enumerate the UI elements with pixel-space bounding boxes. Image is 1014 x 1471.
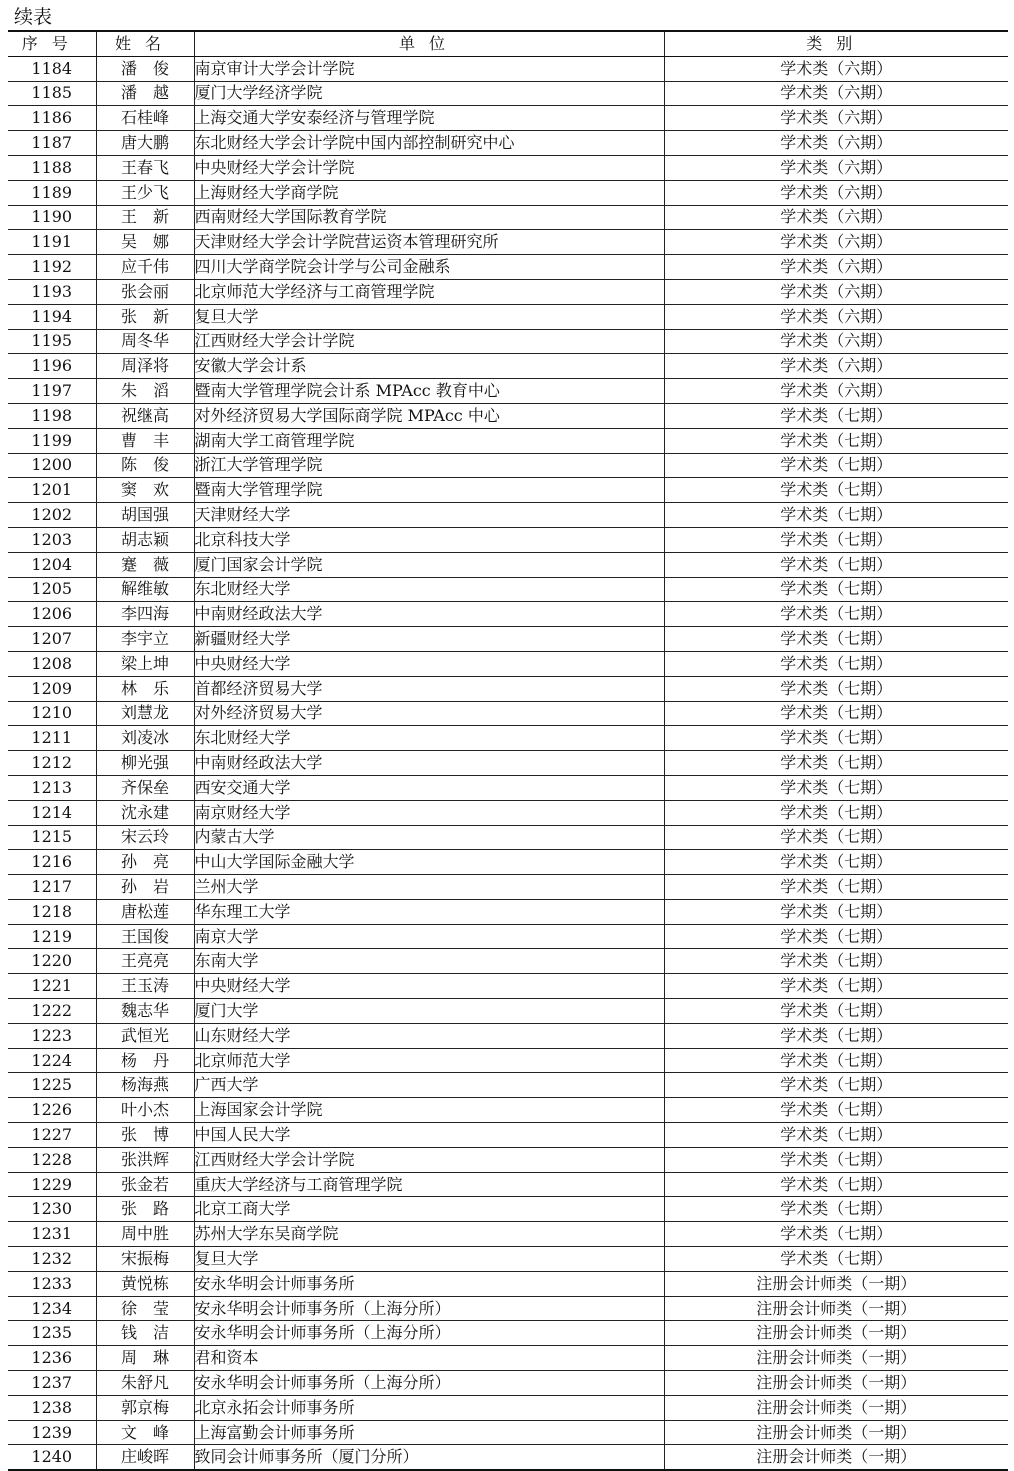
table-row <box>8 1073 1008 1098</box>
affiliation: 新疆财经大学 <box>194 627 664 652</box>
row-number: 1209 <box>8 676 96 701</box>
category: 学术类（七期） <box>664 552 1008 577</box>
category: 学术类（六期） <box>664 81 1008 106</box>
header-row <box>8 31 1008 56</box>
table-row <box>8 1321 1008 1346</box>
category: 学术类（七期） <box>664 527 1008 552</box>
row-number: 1189 <box>8 180 96 205</box>
row-number: 1221 <box>8 974 96 999</box>
table-row <box>8 676 1008 701</box>
person-name: 杨海燕 <box>96 1073 194 1098</box>
table-row <box>8 527 1008 552</box>
affiliation: 四川大学商学院会计学与公司金融系 <box>194 255 664 280</box>
row-number: 1233 <box>8 1271 96 1296</box>
table-row <box>8 701 1008 726</box>
row-number: 1238 <box>8 1395 96 1420</box>
row-number: 1215 <box>8 825 96 850</box>
category: 学术类（六期） <box>664 255 1008 280</box>
affiliation: 上海交通大学安泰经济与管理学院 <box>194 106 664 131</box>
person-name: 蹇薇 <box>96 552 194 577</box>
table-row <box>8 751 1008 776</box>
affiliation: 浙江大学管理学院 <box>194 453 664 478</box>
person-name: 石桂峰 <box>96 106 194 131</box>
affiliation: 复旦大学 <box>194 304 664 329</box>
affiliation: 厦门国家会计学院 <box>194 552 664 577</box>
affiliation: 兰州大学 <box>194 875 664 900</box>
row-number: 1197 <box>8 379 96 404</box>
person-name: 王少飞 <box>96 180 194 205</box>
category: 注册会计师类（一期） <box>664 1346 1008 1371</box>
affiliation: 南京财经大学 <box>194 800 664 825</box>
person-name: 郭京梅 <box>96 1395 194 1420</box>
person-name: 王亮亮 <box>96 949 194 974</box>
row-number: 1212 <box>8 751 96 776</box>
row-number: 1205 <box>8 577 96 602</box>
table-row <box>8 875 1008 900</box>
table-row <box>8 726 1008 751</box>
table-row <box>8 1098 1008 1123</box>
table-row <box>8 627 1008 652</box>
affiliation: 西南财经大学国际教育学院 <box>194 205 664 230</box>
category: 学术类（六期） <box>664 56 1008 81</box>
table-row <box>8 825 1008 850</box>
table-row <box>8 304 1008 329</box>
person-name: 周中胜 <box>96 1222 194 1247</box>
table-row <box>8 1147 1008 1172</box>
affiliation: 君和资本 <box>194 1346 664 1371</box>
category: 学术类（七期） <box>664 1123 1008 1148</box>
person-name: 魏志华 <box>96 999 194 1024</box>
row-number: 1222 <box>8 999 96 1024</box>
person-name: 唐松莲 <box>96 899 194 924</box>
category: 学术类（七期） <box>664 627 1008 652</box>
category: 学术类（七期） <box>664 800 1008 825</box>
row-number: 1192 <box>8 255 96 280</box>
table-row <box>8 155 1008 180</box>
table-row <box>8 1247 1008 1272</box>
person-name: 张会丽 <box>96 279 194 304</box>
table-row <box>8 1172 1008 1197</box>
category: 注册会计师类（一期） <box>664 1445 1008 1470</box>
affiliation: 安永华明会计师事务所（上海分所） <box>194 1321 664 1346</box>
table-row <box>8 1420 1008 1445</box>
person-name: 唐大鹏 <box>96 131 194 156</box>
affiliation: 上海财经大学商学院 <box>194 180 664 205</box>
category: 学术类（七期） <box>664 949 1008 974</box>
row-number: 1202 <box>8 503 96 528</box>
row-number: 1229 <box>8 1172 96 1197</box>
affiliation: 首都经济贸易大学 <box>194 676 664 701</box>
table-header <box>8 31 1008 56</box>
category: 学术类（七期） <box>664 1023 1008 1048</box>
row-number: 1223 <box>8 1023 96 1048</box>
row-number: 1200 <box>8 453 96 478</box>
row-number: 1218 <box>8 899 96 924</box>
row-number: 1225 <box>8 1073 96 1098</box>
category: 学术类（七期） <box>664 775 1008 800</box>
category: 学术类（七期） <box>664 651 1008 676</box>
table-row <box>8 180 1008 205</box>
table-row <box>8 850 1008 875</box>
affiliation: 中国人民大学 <box>194 1123 664 1148</box>
table-row <box>8 354 1008 379</box>
affiliation: 中央财经大学 <box>194 651 664 676</box>
affiliation: 北京工商大学 <box>194 1197 664 1222</box>
person-name: 叶小杰 <box>96 1098 194 1123</box>
affiliation: 对外经济贸易大学国际商学院 MPAcc 中心 <box>194 403 664 428</box>
row-number: 1231 <box>8 1222 96 1247</box>
affiliation: 致同会计师事务所（厦门分所） <box>194 1445 664 1470</box>
row-number: 1239 <box>8 1420 96 1445</box>
affiliation: 苏州大学东吴商学院 <box>194 1222 664 1247</box>
table-row <box>8 1023 1008 1048</box>
row-number: 1208 <box>8 651 96 676</box>
affiliation: 湖南大学工商管理学院 <box>194 428 664 453</box>
row-number: 1199 <box>8 428 96 453</box>
table-row <box>8 577 1008 602</box>
affiliation: 北京永拓会计师事务所 <box>194 1395 664 1420</box>
category: 学术类（六期） <box>664 329 1008 354</box>
affiliation: 复旦大学 <box>194 1247 664 1272</box>
person-name: 文峰 <box>96 1420 194 1445</box>
affiliation: 安永华明会计师事务所（上海分所） <box>194 1296 664 1321</box>
person-name: 王国俊 <box>96 924 194 949</box>
affiliation: 中央财经大学 <box>194 974 664 999</box>
row-number: 1198 <box>8 403 96 428</box>
person-name: 潘越 <box>96 81 194 106</box>
person-name: 宋振梅 <box>96 1247 194 1272</box>
table-row <box>8 279 1008 304</box>
table-row <box>8 329 1008 354</box>
affiliation: 南京大学 <box>194 924 664 949</box>
table-row <box>8 899 1008 924</box>
table-row <box>8 1395 1008 1420</box>
person-name: 朱舒凡 <box>96 1371 194 1396</box>
person-name: 潘俊 <box>96 56 194 81</box>
row-number: 1216 <box>8 850 96 875</box>
affiliation: 山东财经大学 <box>194 1023 664 1048</box>
affiliation: 暨南大学管理学院会计系 MPAcc 教育中心 <box>194 379 664 404</box>
person-name: 黄悦栋 <box>96 1271 194 1296</box>
category: 学术类（七期） <box>664 1048 1008 1073</box>
row-number: 1196 <box>8 354 96 379</box>
person-name: 窦欢 <box>96 478 194 503</box>
category: 学术类（七期） <box>664 503 1008 528</box>
row-number: 1236 <box>8 1346 96 1371</box>
row-number: 1226 <box>8 1098 96 1123</box>
category: 学术类（六期） <box>664 155 1008 180</box>
person-name: 张路 <box>96 1197 194 1222</box>
category: 学术类（六期） <box>664 304 1008 329</box>
table-row <box>8 651 1008 676</box>
affiliation: 北京师范大学 <box>194 1048 664 1073</box>
row-number: 1206 <box>8 602 96 627</box>
person-name: 周琳 <box>96 1346 194 1371</box>
person-name: 林乐 <box>96 676 194 701</box>
category: 学术类（七期） <box>664 875 1008 900</box>
table-row <box>8 800 1008 825</box>
person-name: 庄峻晖 <box>96 1445 194 1470</box>
affiliation: 中央财经大学会计学院 <box>194 155 664 180</box>
person-name: 李宇立 <box>96 627 194 652</box>
table-row <box>8 1445 1008 1470</box>
row-number: 1193 <box>8 279 96 304</box>
affiliation: 西安交通大学 <box>194 775 664 800</box>
table-body <box>8 56 1008 1470</box>
person-name: 齐保垒 <box>96 775 194 800</box>
row-number: 1232 <box>8 1247 96 1272</box>
affiliation: 北京科技大学 <box>194 527 664 552</box>
row-number: 1214 <box>8 800 96 825</box>
person-name: 张金若 <box>96 1172 194 1197</box>
row-number: 1237 <box>8 1371 96 1396</box>
header-category: 类别 <box>664 31 1008 56</box>
table-row <box>8 924 1008 949</box>
table-row <box>8 999 1008 1024</box>
affiliation: 华东理工大学 <box>194 899 664 924</box>
category: 学术类（七期） <box>664 577 1008 602</box>
category: 学术类（七期） <box>664 453 1008 478</box>
category: 学术类（六期） <box>664 354 1008 379</box>
category: 学术类（七期） <box>664 1222 1008 1247</box>
category: 注册会计师类（一期） <box>664 1395 1008 1420</box>
person-name: 刘慧龙 <box>96 701 194 726</box>
person-name: 王春飞 <box>96 155 194 180</box>
person-name: 胡志颖 <box>96 527 194 552</box>
category: 学术类（六期） <box>664 180 1008 205</box>
table-row <box>8 1271 1008 1296</box>
person-name: 杨丹 <box>96 1048 194 1073</box>
table-row <box>8 949 1008 974</box>
row-number: 1203 <box>8 527 96 552</box>
affiliation: 江西财经大学会计学院 <box>194 329 664 354</box>
category: 学术类（七期） <box>664 1147 1008 1172</box>
person-name: 张新 <box>96 304 194 329</box>
affiliation: 厦门大学 <box>194 999 664 1024</box>
person-name: 应千伟 <box>96 255 194 280</box>
table-row <box>8 552 1008 577</box>
table-row <box>8 1296 1008 1321</box>
category: 学术类（七期） <box>664 825 1008 850</box>
row-number: 1217 <box>8 875 96 900</box>
affiliation: 中山大学国际金融大学 <box>194 850 664 875</box>
category: 学术类（七期） <box>664 602 1008 627</box>
table-row <box>8 428 1008 453</box>
affiliation: 天津财经大学会计学院营运资本管理研究所 <box>194 230 664 255</box>
category: 学术类（六期） <box>664 106 1008 131</box>
person-name: 沈永建 <box>96 800 194 825</box>
affiliation: 安永华明会计师事务所（上海分所） <box>194 1371 664 1396</box>
person-name: 张博 <box>96 1123 194 1148</box>
category: 学术类（七期） <box>664 1073 1008 1098</box>
table-row <box>8 205 1008 230</box>
row-number: 1204 <box>8 552 96 577</box>
affiliation: 广西大学 <box>194 1073 664 1098</box>
row-number: 1188 <box>8 155 96 180</box>
category: 学术类（七期） <box>664 701 1008 726</box>
category: 学术类（七期） <box>664 850 1008 875</box>
row-number: 1224 <box>8 1048 96 1073</box>
category: 学术类（七期） <box>664 726 1008 751</box>
table-row <box>8 1222 1008 1247</box>
category: 学术类（七期） <box>664 676 1008 701</box>
category: 学术类（六期） <box>664 131 1008 156</box>
category: 学术类（七期） <box>664 1098 1008 1123</box>
person-name: 梁上坤 <box>96 651 194 676</box>
category: 学术类（七期） <box>664 924 1008 949</box>
affiliation: 上海富勤会计师事务所 <box>194 1420 664 1445</box>
table-row <box>8 503 1008 528</box>
row-number: 1190 <box>8 205 96 230</box>
table-row <box>8 775 1008 800</box>
person-name: 王玉涛 <box>96 974 194 999</box>
category: 学术类（六期） <box>664 205 1008 230</box>
affiliation: 重庆大学经济与工商管理学院 <box>194 1172 664 1197</box>
table-row <box>8 403 1008 428</box>
person-name: 张洪辉 <box>96 1147 194 1172</box>
person-name: 周冬华 <box>96 329 194 354</box>
person-name: 周泽将 <box>96 354 194 379</box>
table-row <box>8 1048 1008 1073</box>
person-name: 胡国强 <box>96 503 194 528</box>
table-row <box>8 1123 1008 1148</box>
person-name: 朱滔 <box>96 379 194 404</box>
table-row <box>8 478 1008 503</box>
person-name: 武恒光 <box>96 1023 194 1048</box>
row-number: 1210 <box>8 701 96 726</box>
category: 学术类（七期） <box>664 999 1008 1024</box>
row-number: 1227 <box>8 1123 96 1148</box>
row-number: 1185 <box>8 81 96 106</box>
row-number: 1194 <box>8 304 96 329</box>
row-number: 1201 <box>8 478 96 503</box>
category: 学术类（七期） <box>664 751 1008 776</box>
person-name: 李四海 <box>96 602 194 627</box>
table-row <box>8 453 1008 478</box>
row-number: 1184 <box>8 56 96 81</box>
person-name: 孙亮 <box>96 850 194 875</box>
affiliation: 东北财经大学 <box>194 726 664 751</box>
person-name: 钱洁 <box>96 1321 194 1346</box>
category: 学术类（七期） <box>664 1172 1008 1197</box>
category: 注册会计师类（一期） <box>664 1296 1008 1321</box>
affiliation: 安徽大学会计系 <box>194 354 664 379</box>
header-name: 姓名 <box>96 31 194 56</box>
category: 学术类（七期） <box>664 1197 1008 1222</box>
affiliation: 东北财经大学 <box>194 577 664 602</box>
person-name: 祝继高 <box>96 403 194 428</box>
category: 学术类（七期） <box>664 899 1008 924</box>
person-name: 曹丰 <box>96 428 194 453</box>
affiliation: 南京审计大学会计学院 <box>194 56 664 81</box>
row-number: 1234 <box>8 1296 96 1321</box>
row-number: 1186 <box>8 106 96 131</box>
category: 注册会计师类（一期） <box>664 1420 1008 1445</box>
row-number: 1235 <box>8 1321 96 1346</box>
table-row <box>8 56 1008 81</box>
category: 注册会计师类（一期） <box>664 1371 1008 1396</box>
category: 学术类（七期） <box>664 1247 1008 1272</box>
person-name: 解维敏 <box>96 577 194 602</box>
table-row <box>8 602 1008 627</box>
table-row <box>8 1346 1008 1371</box>
affiliation: 中南财经政法大学 <box>194 602 664 627</box>
person-name: 柳光强 <box>96 751 194 776</box>
affiliation: 安永华明会计师事务所 <box>194 1271 664 1296</box>
affiliation: 天津财经大学 <box>194 503 664 528</box>
table-row <box>8 974 1008 999</box>
table-row <box>8 1371 1008 1396</box>
row-number: 1207 <box>8 627 96 652</box>
table-row <box>8 131 1008 156</box>
row-number: 1228 <box>8 1147 96 1172</box>
affiliation: 东南大学 <box>194 949 664 974</box>
table-row <box>8 255 1008 280</box>
affiliation: 东北财经大学会计学院中国内部控制研究中心 <box>194 131 664 156</box>
affiliation: 上海国家会计学院 <box>194 1098 664 1123</box>
affiliation: 北京师范大学经济与工商管理学院 <box>194 279 664 304</box>
row-number: 1187 <box>8 131 96 156</box>
row-number: 1191 <box>8 230 96 255</box>
person-name: 陈俊 <box>96 453 194 478</box>
header-no: 序号 <box>8 31 96 56</box>
category: 学术类（六期） <box>664 379 1008 404</box>
category: 学术类（七期） <box>664 428 1008 453</box>
person-name: 徐莹 <box>96 1296 194 1321</box>
category: 注册会计师类（一期） <box>664 1321 1008 1346</box>
person-name: 宋云玲 <box>96 825 194 850</box>
table-row <box>8 379 1008 404</box>
row-number: 1219 <box>8 924 96 949</box>
table-row <box>8 1197 1008 1222</box>
roster-table <box>8 30 1008 1471</box>
affiliation: 中南财经政法大学 <box>194 751 664 776</box>
affiliation: 对外经济贸易大学 <box>194 701 664 726</box>
category: 学术类（七期） <box>664 403 1008 428</box>
category: 学术类（六期） <box>664 279 1008 304</box>
affiliation: 江西财经大学会计学院 <box>194 1147 664 1172</box>
category: 学术类（七期） <box>664 974 1008 999</box>
affiliation: 厦门大学经济学院 <box>194 81 664 106</box>
table-caption: 续表 <box>14 6 53 28</box>
person-name: 王新 <box>96 205 194 230</box>
affiliation: 暨南大学管理学院 <box>194 478 664 503</box>
affiliation: 内蒙古大学 <box>194 825 664 850</box>
person-name: 吴娜 <box>96 230 194 255</box>
row-number: 1240 <box>8 1445 96 1470</box>
person-name: 刘凌冰 <box>96 726 194 751</box>
row-number: 1195 <box>8 329 96 354</box>
table-row <box>8 81 1008 106</box>
category: 学术类（七期） <box>664 478 1008 503</box>
header-unit: 单位 <box>194 31 664 56</box>
row-number: 1220 <box>8 949 96 974</box>
category: 注册会计师类（一期） <box>664 1271 1008 1296</box>
table-row <box>8 230 1008 255</box>
row-number: 1213 <box>8 775 96 800</box>
row-number: 1211 <box>8 726 96 751</box>
person-name: 孙岩 <box>96 875 194 900</box>
table-row <box>8 106 1008 131</box>
row-number: 1230 <box>8 1197 96 1222</box>
category: 学术类（六期） <box>664 230 1008 255</box>
